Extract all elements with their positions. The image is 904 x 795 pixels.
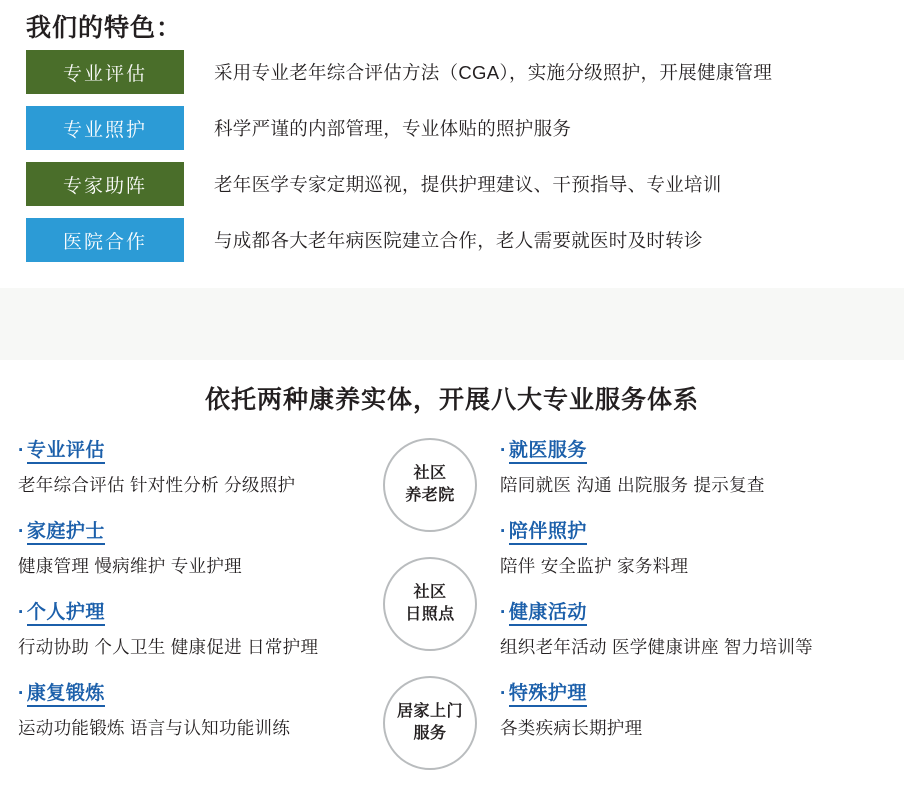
services-right-column bbox=[500, 438, 890, 762]
service-block bbox=[500, 600, 890, 659]
entity-circle-line2: 养老院 bbox=[405, 487, 455, 504]
feature-tag: 专家助阵 bbox=[26, 162, 184, 206]
service-heading bbox=[500, 681, 890, 707]
service-heading-label: 康复锻炼 bbox=[27, 683, 105, 707]
service-heading-label: 专业评估 bbox=[27, 440, 105, 464]
entity-circle-line1: 居家上门 bbox=[396, 703, 463, 720]
feature-text: 与成都各大老年病医院建立合作，老人需要就医时及时转诊 bbox=[214, 230, 703, 251]
bullet-icon: · bbox=[18, 440, 25, 461]
entity-circle bbox=[383, 676, 477, 770]
feature-tag: 医院合作 bbox=[26, 218, 184, 262]
bullet-icon: · bbox=[18, 602, 25, 623]
service-entities-circles bbox=[383, 438, 483, 795]
service-block bbox=[18, 519, 368, 578]
bullet-icon: · bbox=[500, 521, 507, 542]
service-heading-label: 健康活动 bbox=[509, 602, 587, 626]
service-items: 陪同就医 沟通 出院服务 提示复查 bbox=[500, 475, 765, 495]
service-heading bbox=[18, 438, 368, 464]
service-heading-label: 陪伴照护 bbox=[509, 521, 587, 545]
bullet-icon: · bbox=[500, 602, 507, 623]
bullet-icon: · bbox=[500, 440, 507, 461]
service-items: 老年综合评估 针对性分析 分级照护 bbox=[18, 475, 296, 495]
service-items: 健康管理 慢病维护 专业护理 bbox=[18, 556, 242, 576]
feature-row bbox=[26, 216, 876, 264]
service-heading-label: 家庭护士 bbox=[27, 521, 105, 545]
service-items: 运动功能锻炼 语言与认知功能训练 bbox=[18, 718, 291, 738]
feature-row bbox=[26, 48, 876, 96]
service-block bbox=[500, 438, 890, 497]
service-items: 行动协助 个人卫生 健康促进 日常护理 bbox=[18, 637, 319, 657]
feature-row bbox=[26, 104, 876, 152]
entity-circle bbox=[383, 438, 477, 532]
feature-text: 科学严谨的内部管理，专业体贴的照护服务 bbox=[214, 118, 572, 139]
entity-circle bbox=[383, 557, 477, 651]
service-heading bbox=[18, 681, 368, 707]
entity-circle-line2: 日照点 bbox=[405, 606, 455, 623]
entity-circle-line2: 服务 bbox=[413, 725, 447, 742]
service-block bbox=[18, 600, 368, 659]
feature-tag: 专业照护 bbox=[26, 106, 184, 150]
service-items: 陪伴 安全监护 家务料理 bbox=[500, 556, 689, 576]
section-divider bbox=[0, 288, 904, 360]
services-title: 依托两种康养实体，开展八大专业服务体系 bbox=[204, 386, 699, 414]
features-title: 我们的特色： bbox=[26, 14, 183, 42]
service-items: 组织老年活动 医学健康讲座 智力培训等 bbox=[500, 637, 813, 657]
bullet-icon: · bbox=[18, 683, 25, 704]
service-heading bbox=[500, 438, 890, 464]
features-section bbox=[0, 0, 904, 300]
service-heading-label: 个人护理 bbox=[27, 602, 105, 626]
bullet-icon: · bbox=[18, 521, 25, 542]
bullet-icon: · bbox=[500, 683, 507, 704]
services-left-column bbox=[18, 438, 368, 762]
feature-row bbox=[26, 160, 876, 208]
service-heading bbox=[18, 519, 368, 545]
feature-text: 老年医学专家定期巡视，提供护理建议、干预指导、专业培训 bbox=[214, 174, 722, 195]
service-items: 各类疾病长期护理 bbox=[500, 718, 643, 738]
service-heading-label: 就医服务 bbox=[509, 440, 587, 464]
service-block bbox=[500, 681, 890, 740]
features-list bbox=[26, 48, 876, 272]
service-heading-label: 特殊护理 bbox=[509, 683, 587, 707]
service-block bbox=[18, 438, 368, 497]
feature-text: 采用专业老年综合评估方法（CGA），实施分级照护，开展健康管理 bbox=[214, 62, 773, 83]
service-heading bbox=[500, 600, 890, 626]
service-heading bbox=[500, 519, 890, 545]
entity-circle-line1: 社区 bbox=[413, 584, 447, 601]
service-block bbox=[500, 519, 890, 578]
entity-circle-line1: 社区 bbox=[413, 465, 447, 482]
service-block bbox=[18, 681, 368, 740]
service-heading bbox=[18, 600, 368, 626]
services-section bbox=[0, 360, 904, 782]
feature-tag: 专业评估 bbox=[26, 50, 184, 94]
